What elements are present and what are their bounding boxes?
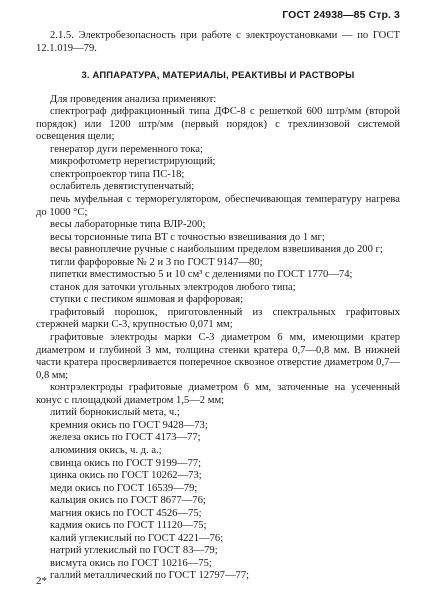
list-item: графитовые электроды марки С-3 диаметром 6 мм, имеющими кратер диаметром и глубиной 3 мм, толщина стенки кратера 0,7—0,8 мм. В нижней части кратера просверливается поперечное сквозное отверстие диаметром 0,7—0,8 мм; bbox=[36, 332, 400, 381]
list-item: микрофотометр нерегистрирующий; bbox=[50, 156, 216, 168]
page-signature-mark: 2* bbox=[36, 575, 47, 587]
list-item: висмута окись по ГОСТ 10216—75; bbox=[50, 557, 212, 569]
list-item: натрий углекислый по ГОСТ 83—79; bbox=[50, 545, 218, 557]
section-3-title: 3. АППАРАТУРА, МАТЕРИАЛЫ, РЕАКТИВЫ И РАСТВОРЫ bbox=[81, 69, 355, 81]
list-item: печь муфельная с терморегулятором, обеспечивающая температуру нагрева до 1000 °С; bbox=[36, 194, 400, 218]
list-item: спектропроектор типа ПС-18; bbox=[50, 168, 185, 180]
list-item: ослабитель девятиступенчатый; bbox=[50, 181, 195, 193]
list-item: свинца окись по ГОСТ 9199—77; bbox=[50, 457, 202, 469]
list-item: кальция окись по ГОСТ 8677—76; bbox=[50, 495, 206, 507]
list-item: пипетки вместимостью 5 и 10 см³ с делениями по ГОСТ 1770—74; bbox=[50, 269, 353, 281]
list-item: весы равноплечие ручные с наибольшим пределом взвешивания до 200 г; bbox=[50, 244, 383, 256]
list-item: весы лабораторные типа ВЛР-200; bbox=[50, 219, 206, 231]
list-item: железа окись по ГОСТ 4173—77; bbox=[50, 432, 201, 444]
list-item: весы торсионные типа ВТ с точностью взвешивания до 1 мг; bbox=[50, 231, 325, 243]
list-item: цинка окись по ГОСТ 10262—73; bbox=[50, 470, 202, 482]
document-body bbox=[36, 30, 400, 583]
page-header: ГОСТ 24938—85 Стр. 3 bbox=[282, 9, 400, 21]
list-item: тигли фарфоровые № 2 и 3 по ГОСТ 9147—80; bbox=[50, 256, 263, 268]
list-item: ступки с пестиком яшмовая и фарфоровая; bbox=[50, 294, 244, 306]
list-item: контрэлектроды графитовые диаметром 6 мм, заточенные на усеченный конус с площадкой диаметром 1,5—2 мм; bbox=[36, 382, 400, 406]
list-intro: Для проведения анализа применяют: bbox=[50, 93, 217, 105]
section-2-1-5: 2.1.5. Электробезопасность при работе с электроустановками — по ГОСТ 12.1.019—79. bbox=[36, 30, 400, 54]
list-item: галлий металлический по ГОСТ 12797—77; bbox=[50, 570, 250, 582]
list-item: графитовый порошок, приготовленный из спектральных графитовых стержней марки С-3, крупностью 0,071 мм; bbox=[36, 306, 400, 331]
list-item: магния окись по ГОСТ 4526—75; bbox=[50, 507, 202, 519]
list-item: алюминия окись, ч. д. а.; bbox=[50, 444, 162, 456]
equipment-list bbox=[36, 94, 400, 583]
list-item: спектрограф дифракционный типа ДФС-8 с решеткой 600 штр/мм (второй порядок) или 1200 штр/мм (первый порядок) с трехлинзовой системой освещения щели; bbox=[36, 106, 400, 143]
list-item: литий борнокислый мета, ч.; bbox=[50, 407, 180, 419]
list-item: кремния окись по ГОСТ 9428—73; bbox=[50, 419, 208, 431]
list-item: калий углекислый по ГОСТ 4221—76; bbox=[50, 532, 224, 544]
list-item: меди окись по ГОСТ 16539—79; bbox=[50, 482, 198, 494]
list-item: станок для заточки угольных электродов любого типа; bbox=[50, 281, 296, 293]
list-item: кадмия окись по ГОСТ 11120—75; bbox=[50, 520, 207, 532]
list-item: генератор дуги переменного тока; bbox=[50, 143, 203, 155]
